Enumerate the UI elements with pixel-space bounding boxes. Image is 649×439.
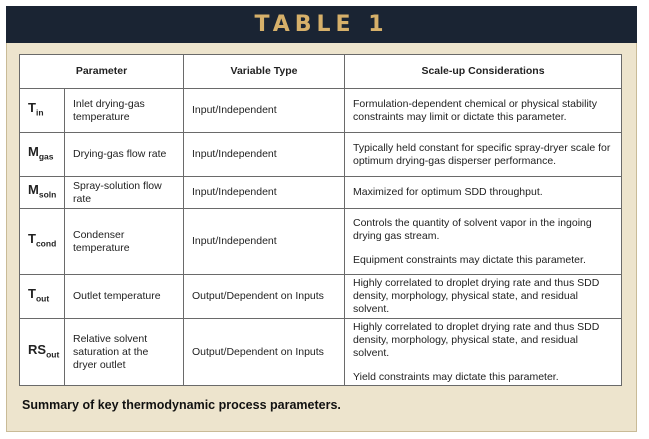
header-scale-up: Scale-up Considerations [345, 55, 622, 89]
symbol-base: RS [28, 341, 47, 357]
title-bar [6, 6, 637, 43]
variable-type-cell: Input/Independent [184, 209, 345, 275]
table-row [20, 319, 622, 386]
variable-type-cell: Input/Independent [184, 177, 345, 209]
parameter-symbol [20, 319, 65, 386]
scale-up-text: Equipment constraints may dictate this parameter. [353, 253, 586, 266]
table-caption: Summary of key thermodynamic process parameters. [22, 398, 341, 412]
header-row [20, 55, 622, 89]
scale-up-cell [345, 209, 622, 275]
parameter-symbol [20, 133, 65, 177]
scale-up-cell [345, 319, 622, 386]
table-title: TABLE 1 [254, 12, 389, 37]
header-variable-type: Variable Type [184, 55, 345, 89]
symbol-subscript: in [35, 107, 44, 118]
scale-up-cell [345, 133, 622, 177]
scale-up-cell [345, 275, 622, 319]
parameter-description: Spray-solution flow rate [65, 177, 184, 209]
table-row [20, 133, 622, 177]
table-row [20, 275, 622, 319]
parameter-description: Outlet temperature [65, 275, 184, 319]
symbol-base: T [28, 231, 36, 247]
symbol-subscript: out [46, 349, 60, 360]
table-row [20, 209, 622, 275]
parameter-symbol [20, 275, 65, 319]
symbol-base: T [28, 100, 36, 116]
scale-up-text: Highly correlated to droplet drying rate and thus SDD density, morphology, physical state, and residual solvent. [353, 320, 600, 359]
scale-up-text: Yield constraints may dictate this parameter. [353, 370, 559, 383]
symbol-subscript: soln [38, 189, 57, 200]
variable-type-cell: Output/Dependent on Inputs [184, 275, 345, 319]
variable-type-cell: Output/Dependent on Inputs [184, 319, 345, 386]
scale-up-text: Maximized for optimum SDD throughput. [353, 186, 543, 198]
symbol-subscript: cond [35, 238, 57, 249]
parameters-table [19, 54, 622, 386]
symbol-base: M [28, 144, 39, 160]
scale-up-cell [345, 89, 622, 133]
scale-up-text: Formulation-dependent chemical or physical stability constraints may limit or dictate this parameter. [353, 97, 597, 123]
variable-type-cell: Input/Independent [184, 133, 345, 177]
table-row [20, 89, 622, 133]
parameter-description: Relative solvent saturation at the dryer outlet [65, 319, 184, 386]
symbol-base: T [28, 286, 36, 302]
parameter-description: Condenser temperature [65, 209, 184, 275]
symbol-subscript: out [35, 293, 50, 304]
parameter-symbol [20, 177, 65, 209]
parameter-symbol [20, 89, 65, 133]
scale-up-text: Highly correlated to droplet drying rate and thus SDD density, morphology, physical state, and residual solvent. [353, 277, 600, 315]
parameter-description: Inlet drying-gas temperature [65, 89, 184, 133]
table-row [20, 177, 622, 209]
variable-type-cell: Input/Independent [184, 89, 345, 133]
scale-up-text: Typically held constant for specific spray-dryer scale for optimum drying-gas disperser performance. [353, 141, 611, 167]
symbol-base: M [28, 182, 39, 198]
header-parameter: Parameter [20, 55, 184, 89]
parameter-description: Drying-gas flow rate [65, 133, 184, 177]
scale-up-text: Controls the quantity of solvent vapor in the ingoing drying gas stream. [353, 216, 592, 242]
scale-up-cell [345, 177, 622, 209]
symbol-subscript: gas [38, 151, 54, 162]
parameter-symbol [20, 209, 65, 275]
